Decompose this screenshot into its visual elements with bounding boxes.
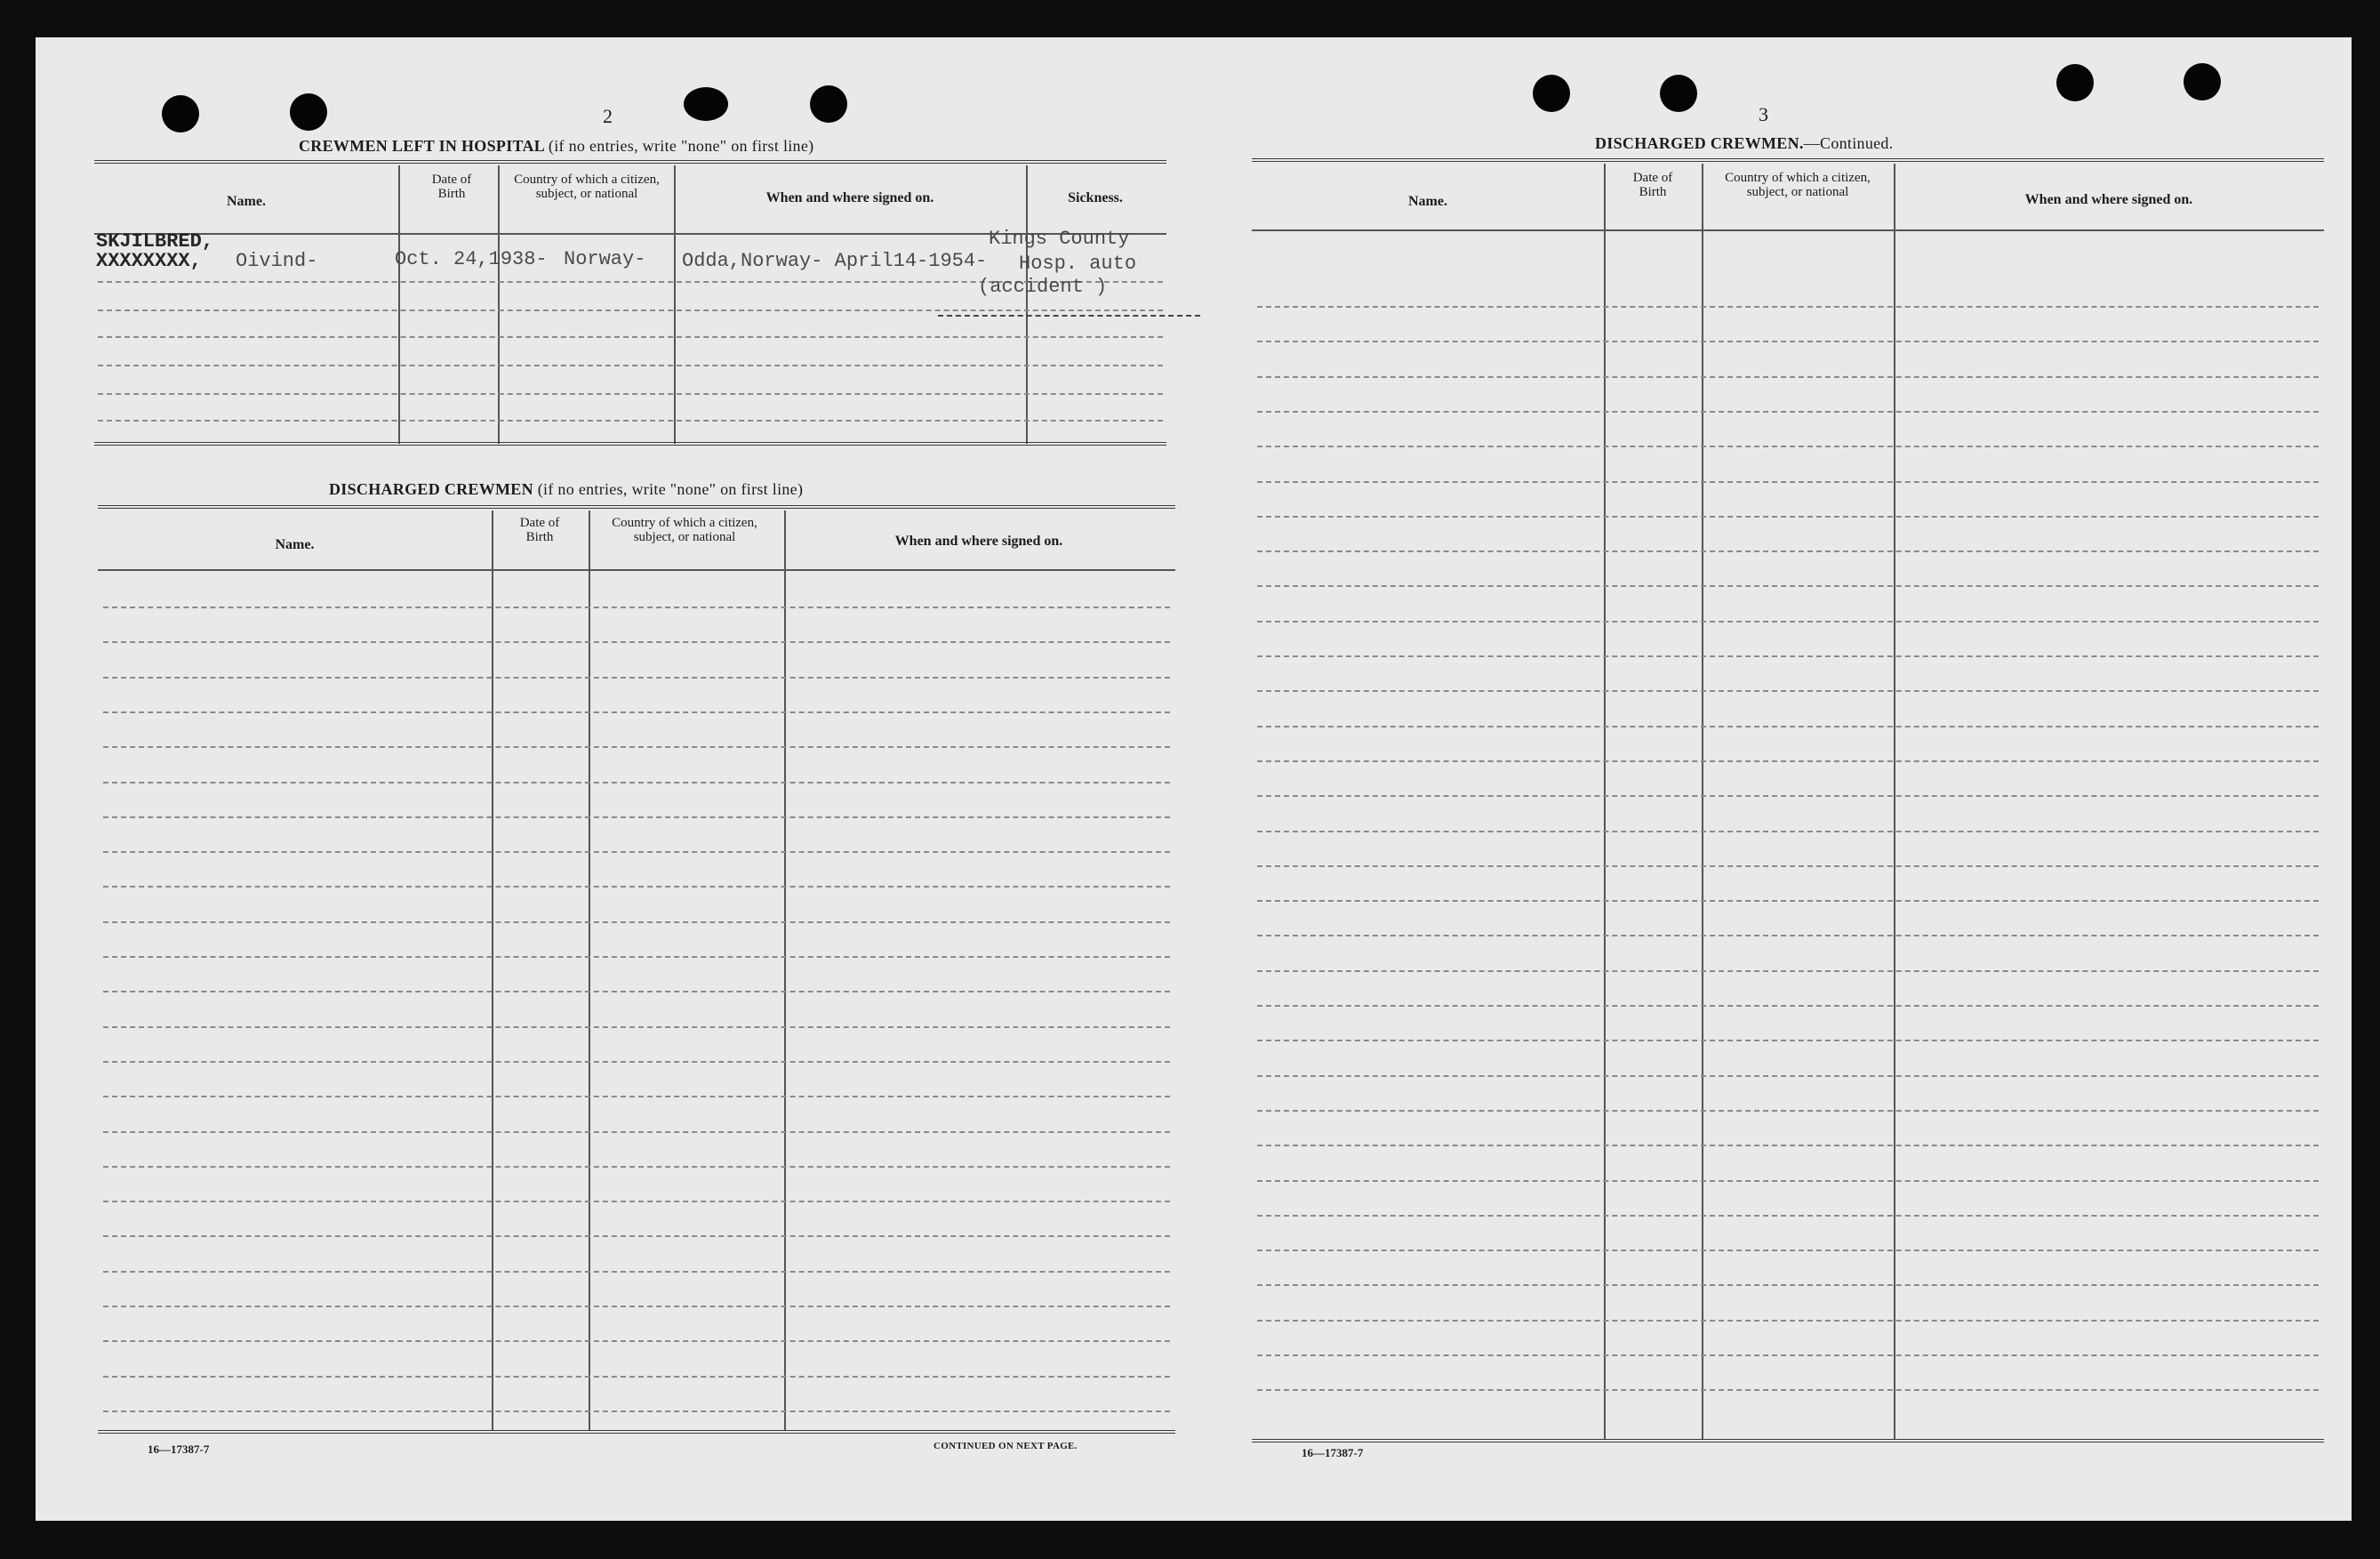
entry-line [103, 782, 1170, 784]
entry-line [103, 921, 1170, 923]
punch-hole [2056, 64, 2094, 101]
entry-line [1257, 1040, 2319, 1041]
entry-line [1257, 516, 2319, 518]
form-number: 16—17387-7 [1302, 1446, 1364, 1459]
entry-line [103, 886, 1170, 888]
table-end-rule [94, 442, 1166, 446]
discharged-continued-title-text: DISCHARGED CREWMEN. [1595, 134, 1804, 152]
form-number: 16—17387-7 [148, 1442, 210, 1456]
entry-line [98, 365, 1163, 366]
col-dob-header: Date of Birth [519, 516, 560, 544]
entry-line [1257, 760, 2319, 762]
discharged-continued-subtitle-text: —Continued. [1803, 134, 1894, 152]
hospital-table [94, 160, 1166, 454]
entry-line [1257, 1320, 2319, 1322]
entry-line [1257, 585, 2319, 587]
entry-line [1257, 900, 2319, 902]
entry-line [103, 711, 1170, 713]
col-name-header: Name. [1408, 194, 1447, 209]
col-signed-header: When and where signed on. [765, 190, 934, 205]
entry-line [1257, 446, 2319, 447]
hospital-title-text: CREWMEN LEFT IN HOSPITAL [299, 137, 545, 155]
entry-line [103, 1306, 1170, 1307]
column-divider [1894, 164, 1895, 1440]
entry-line [103, 1235, 1170, 1237]
crew-surname: SKJILBRED, [96, 230, 214, 253]
column-divider [674, 165, 676, 444]
entry-line [1257, 935, 2319, 936]
column-divider [1702, 164, 1703, 1440]
entry-line [1257, 1389, 2319, 1391]
entry-line [98, 420, 1163, 422]
entry-line [98, 309, 1163, 311]
entry-line [103, 607, 1170, 608]
discharged-table-right [1252, 158, 2324, 1466]
entry-line [1257, 1250, 2319, 1251]
entry-line [1257, 970, 2319, 972]
header-bottom-rule [98, 569, 1175, 571]
entry-line [103, 1376, 1170, 1378]
table-end-rule [1252, 1439, 2324, 1442]
page-number: 2 [603, 105, 613, 127]
entry-line [1257, 690, 2319, 692]
entry-line [103, 1131, 1170, 1133]
entry-line [1257, 831, 2319, 832]
entry-line [1257, 341, 2319, 342]
header-bottom-rule [1252, 229, 2324, 231]
col-sickness-header: Sickness. [1068, 190, 1123, 205]
discharged-table-left [98, 505, 1175, 1483]
punch-hole [810, 85, 847, 123]
entry-line [1257, 550, 2319, 552]
col-signed-header: When and where signed on. [894, 534, 1063, 549]
entry-line [103, 641, 1170, 643]
entry-line [1257, 1215, 2319, 1217]
col-name-header: Name. [275, 537, 315, 552]
entry-line [1257, 795, 2319, 797]
entry-line [103, 1061, 1170, 1063]
entry-line [1257, 1110, 2319, 1112]
column-divider [1026, 165, 1028, 444]
column-divider [498, 165, 500, 444]
column-divider [589, 510, 590, 1430]
entry-line [103, 1340, 1170, 1342]
entry-line [1257, 411, 2319, 413]
entry-line [98, 393, 1163, 395]
entry-line [1257, 1145, 2319, 1146]
punch-hole [1660, 75, 1697, 112]
entry-line [103, 851, 1170, 853]
entry-line [103, 1026, 1170, 1028]
sickness-dash-mark [938, 315, 1200, 317]
entry-line [1257, 481, 2319, 483]
entry-line [103, 1271, 1170, 1273]
punch-hole [1533, 75, 1570, 112]
header-top-rule [1252, 158, 2324, 162]
entry-line [1257, 306, 2319, 308]
page-number: 3 [1759, 103, 1768, 125]
crew-sickness-line1: Kings County [989, 228, 1130, 250]
column-divider [492, 510, 493, 1430]
discharged-subtitle-text: (if no entries, write "none" on first line) [537, 480, 804, 498]
discharged-section-title [329, 480, 803, 499]
continued-note: CONTINUED ON NEXT PAGE. [934, 1441, 1078, 1451]
crew-given-name: Oivind- [236, 250, 318, 272]
crew-sickness-line3: (accident ) [978, 276, 1108, 298]
entry-line [1257, 865, 2319, 867]
punch-hole [290, 93, 327, 131]
hospital-subtitle-text: (if no entries, write "none" on first line) [548, 137, 814, 155]
col-dob-header: Date of Birth [431, 173, 472, 201]
entry-line [103, 746, 1170, 748]
entry-line [1257, 621, 2319, 623]
col-dob-header: Date of Birth [1632, 171, 1673, 199]
crew-signed-on: Odda,Norway- April14-1954- [682, 250, 988, 272]
hospital-section-title [299, 137, 813, 156]
entry-line [1257, 655, 2319, 657]
header-top-rule [94, 160, 1166, 164]
entry-line [103, 1166, 1170, 1168]
punch-hole [162, 95, 199, 133]
discharged-continued-title [1595, 134, 1894, 153]
discharged-title-text: DISCHARGED CREWMEN [329, 480, 533, 498]
entry-line [103, 816, 1170, 818]
column-divider [784, 510, 786, 1430]
column-divider [1604, 164, 1606, 1440]
punch-hole [2184, 63, 2221, 100]
col-country-header: Country of which a citizen, subject, or national [514, 173, 660, 201]
column-divider [398, 165, 400, 444]
punch-hole [684, 87, 728, 121]
entry-line [1257, 1284, 2319, 1286]
table-end-rule [98, 1430, 1175, 1434]
entry-line [1257, 1180, 2319, 1182]
entry-line [103, 991, 1170, 992]
crew-sickness-line2: Hosp. auto [1019, 253, 1137, 275]
entry-line [103, 1096, 1170, 1097]
crew-country: Norway- [564, 248, 646, 270]
entry-line [103, 1201, 1170, 1202]
entry-line [103, 956, 1170, 958]
entry-line [98, 336, 1163, 338]
col-signed-header: When and where signed on. [2024, 192, 2193, 207]
header-top-rule [98, 505, 1175, 509]
entry-line [1257, 726, 2319, 727]
col-country-header: Country of which a citizen, subject, or national [612, 516, 757, 544]
col-name-header: Name. [227, 194, 266, 209]
manifest-sheet [36, 37, 2352, 1521]
entry-line [1257, 376, 2319, 378]
col-country-header: Country of which a citizen, subject, or national [1725, 171, 1871, 199]
entry-line [1257, 1005, 2319, 1007]
entry-line [1257, 1075, 2319, 1077]
crew-surname-overstrike: XXXXXXXX, [96, 250, 202, 272]
entry-line [103, 1410, 1170, 1412]
entry-line [1257, 1354, 2319, 1356]
entry-line [103, 677, 1170, 679]
crew-dob: Oct. 24,1938- [395, 248, 548, 270]
